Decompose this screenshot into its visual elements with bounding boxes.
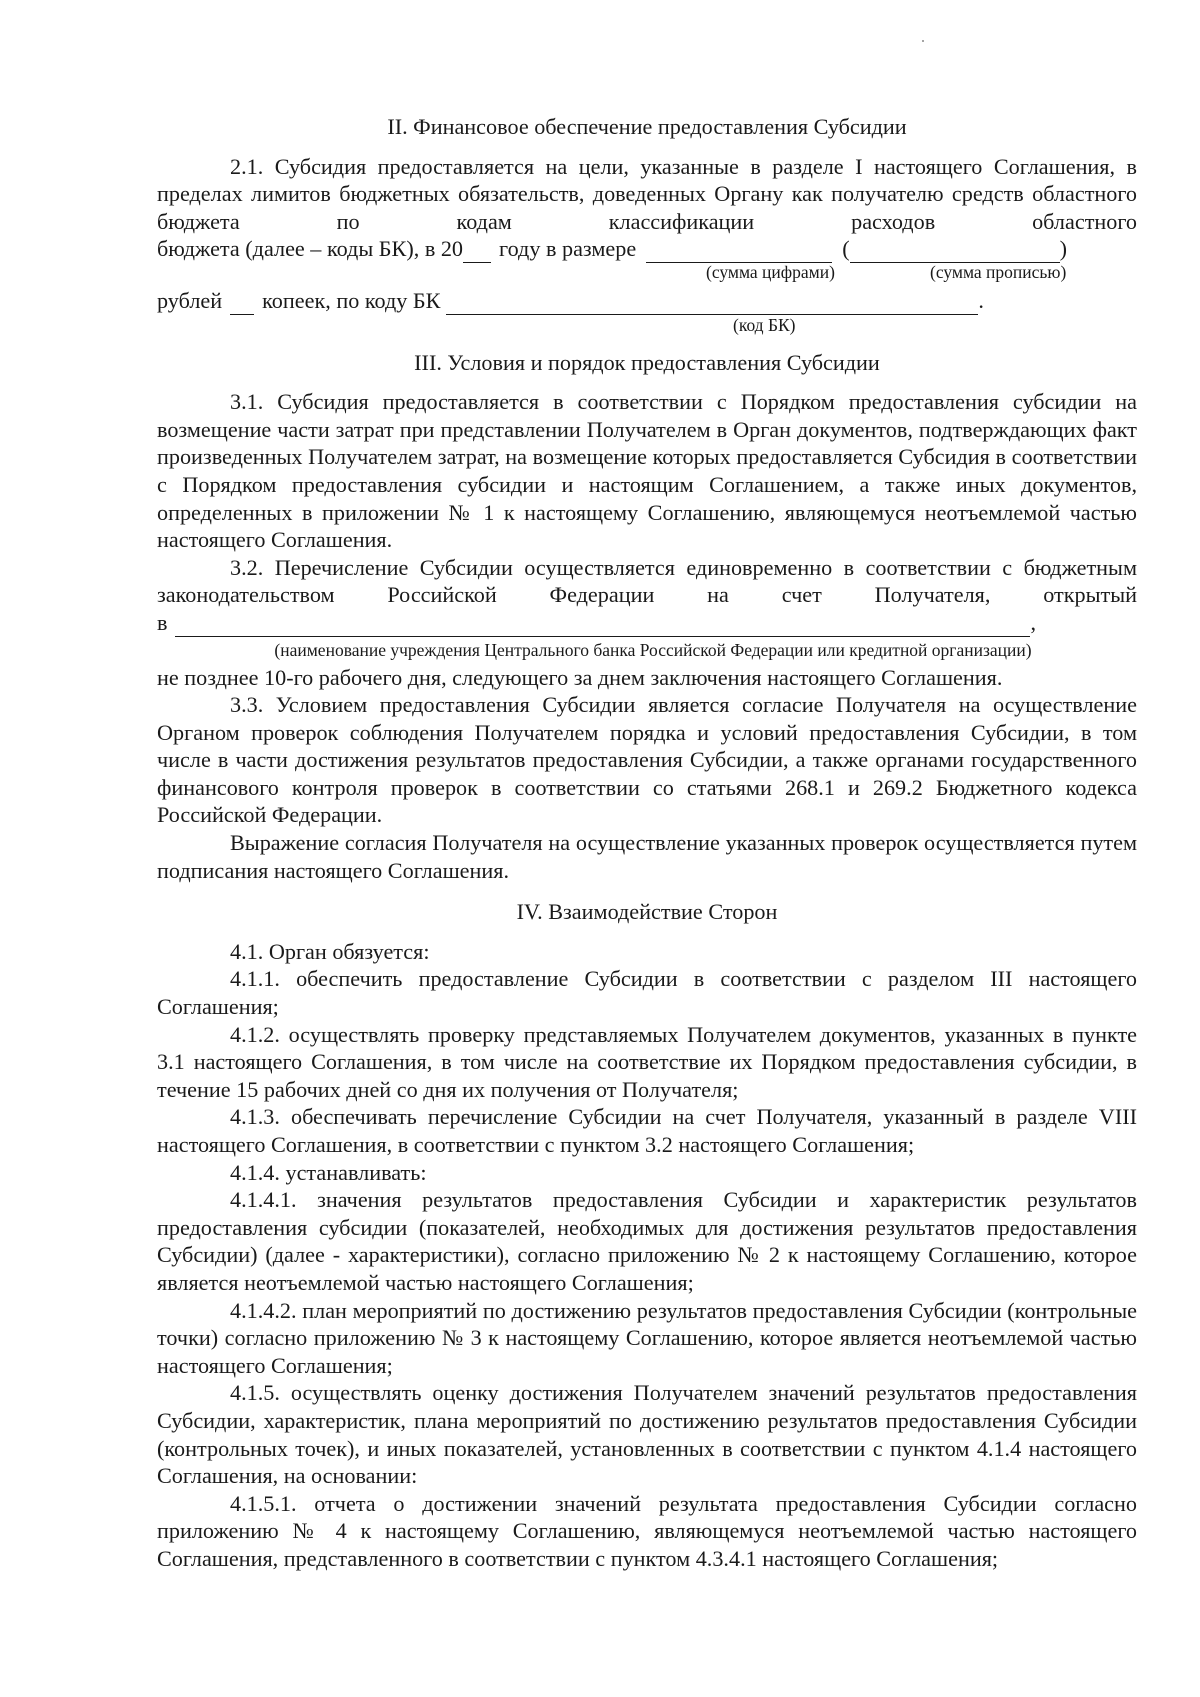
paragraph-4-1-1: 4.1.1. обеспечить предоставление Субсидии в соответствии с разделом III настоящего Соглашения; [157,966,1137,1020]
bank-name-blank[interactable] [175,615,1030,637]
caption-bank: (наименование учреждения Центрального банка Российской Федерации или кредитной организации) [274,639,1032,660]
caption-sum-digits: (сумма цифрами) [706,261,835,282]
section-2-heading: II. Финансовое обеспечение предоставления Субсидии [387,114,907,139]
section-3-heading: III. Условия и порядок предоставления Субсидии [414,349,880,375]
section-4-heading: IV. Взаимодействие Сторон [516,899,778,925]
caption-bk-code: (код БК) [733,314,796,335]
paragraph-3-1: 3.1. Субсидия предоставляется в соответствии с Порядком предоставления субсидии на возмещение части затрат при представлении Получателем в Орган документов, подтверждающих факт произведенных Получателем затрат, на возмещение которых предоставляется Субсидия в соответствии с Порядком предоставления субсидии и настоящим Соглашением, а также иных документов, определенных в приложении № 1 к настоящему Соглашению, являющемуся неотъемлемой частью настоящего Соглашения. [157,389,1137,553]
sum-captions [157,263,1137,283]
bank-line: в , [157,609,1037,635]
paragraph-4-1: 4.1. Орган обязуется: [230,938,430,964]
sum-words-blank[interactable] [850,241,1060,263]
year-blank[interactable] [463,241,491,263]
paragraph-3-2-tail: не позднее 10-го рабочего дня, следующего за днем заключения настоящего Соглашения. [157,664,1003,690]
rub-kop-line: рублей копеек, по коду БК . [157,287,984,313]
paragraph-4-1-4: 4.1.4. устанавливать: [230,1159,427,1185]
paragraph-4-1-5: 4.1.5. осуществлять оценку достижения Получателем значений результатов предоставления Субсидии, характеристик, плана мероприятий по достижению результатов предоставления Субсидии (контрольных точек), и иных показателей, установленных в соответствии с пунктом 4.1.4 настоящего Соглашения, на основании: [157,1380,1137,1489]
sum-digits-blank[interactable] [646,241,832,263]
caption-sum-words: (сумма прописью) [930,261,1067,282]
paragraph-3-2: 3.2. Перечисление Субсидии осуществляется единовременно в соответствии с бюджетным законодательством Российской Федерации на счет Получателя, открытый [157,554,1137,608]
paragraph-3-3-consent: Выражение согласия Получателя на осуществление указанных проверок осуществляется путем подписания настоящего Соглашения. [157,830,1137,883]
paragraph-4-1-4-2: 4.1.4.2. план мероприятий по достижению результатов предоставления Субсидии (контрольные точки) согласно приложению № 3 к настоящему Соглашению, которое является неотъемлемой частью настоящего Соглашения; [157,1297,1137,1378]
document-body [157,113,1137,1573]
bk-caption-row [157,315,1137,335]
paragraph-4-1-2: 4.1.2. осуществлять проверку представляемых Получателем документов, указанных в пункте 3.1 настоящего Соглашения, в том числе на соответствие их Порядком предоставления субсидии, в течение 15 рабочих дней со дня их получения от Получателя; [157,1021,1137,1102]
scan-speck [922,40,924,42]
kop-blank[interactable] [230,293,254,315]
paragraph-2-1-amount-line: бюджета (далее – коды БК), в 20 году в размере ( ) [157,236,1067,262]
paragraph-2-1: 2.1. Субсидия предоставляется на цели, указанные в разделе I настоящего Соглашения, в пределах лимитов бюджетных обязательств, доведенных Органу как получателю средств областного бюджета по кодам классификации расходов областного [157,153,1137,234]
paragraph-3-3: 3.3. Условием предоставления Субсидии является согласие Получателя на осуществление Органом проверок соблюдения Получателем порядка и условий предоставления Субсидии, в том числе в части достижения результатов предоставления Субсидии, а также органами государственного финансового контроля проверок в соответствии со статьями 268.1 и 269.2 Бюджетного кодекса Российской Федерации. [157,692,1137,828]
paragraph-4-1-3: 4.1.3. обеспечивать перечисление Субсидии на счет Получателя, указанный в разделе VIII настоящего Соглашения, в соответствии с пунктом 3.2 настоящего Соглашения; [157,1104,1137,1157]
paragraph-4-1-5-1: 4.1.5.1. отчета о достижении значений результата предоставления Субсидии согласно приложению № 4 к настоящему Соглашению, являющемуся неотъемлемой частью настоящего Соглашения, представленного в соответствии с пунктом 4.3.4.1 настоящего Соглашения; [157,1490,1137,1571]
paragraph-4-1-4-1: 4.1.4.1. значения результатов предоставления Субсидии и характеристик результатов предоставления субсидии (показателей, необходимых для достижения результатов предоставления Субсидии) (далее - характеристики), согласно приложению № 2 к настоящему Соглашению, которое является неотъемлемой частью настоящего Соглашения; [157,1187,1137,1295]
bk-code-blank[interactable] [446,293,978,315]
